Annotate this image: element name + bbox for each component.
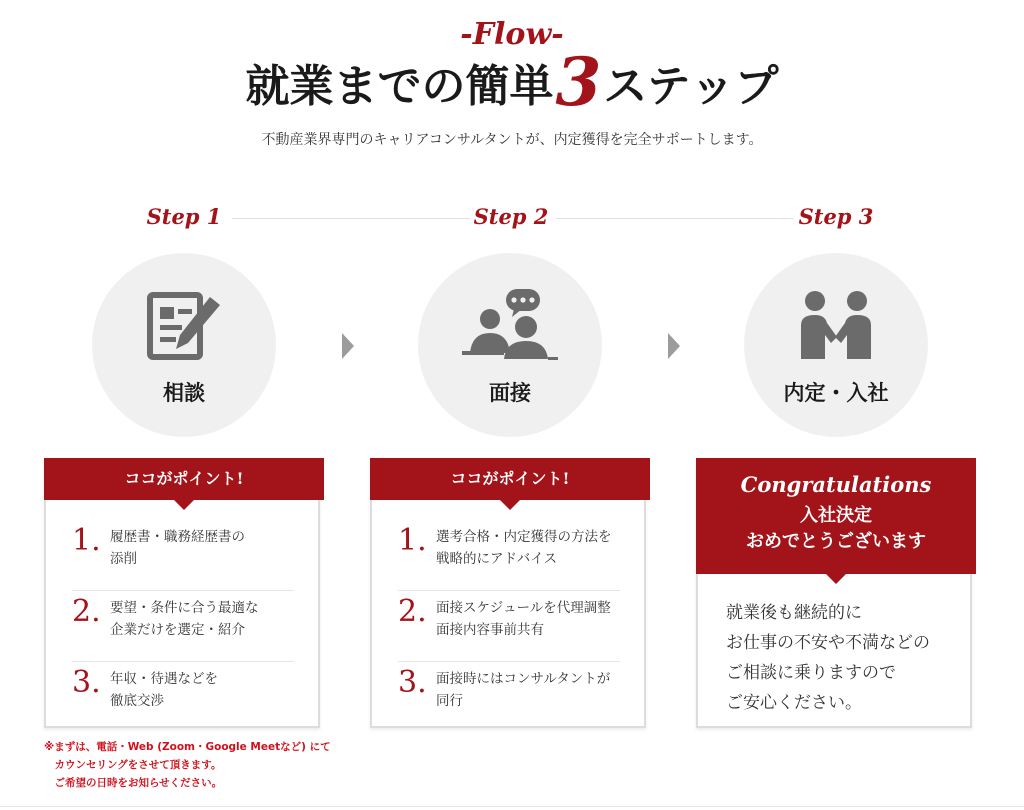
list-item	[398, 662, 620, 732]
congrats-english: Congratulations	[740, 472, 932, 497]
point-number: 1.	[72, 523, 101, 558]
step-arrow-icon	[668, 333, 680, 359]
bottom-divider	[0, 806, 1024, 807]
title-number: 3	[555, 43, 602, 121]
step-3-label: Step 3	[798, 204, 874, 229]
list-item	[398, 520, 620, 591]
point-text: 要望・条件に合う最適な 企業だけを選定・紹介	[110, 600, 259, 638]
point-number: 2.	[72, 594, 101, 629]
title-before: 就業までの簡単	[245, 61, 554, 112]
point-number: 3.	[72, 665, 101, 700]
step-1-points	[72, 520, 294, 732]
step-arrow-icon	[342, 333, 354, 359]
congrats-banner	[696, 458, 976, 574]
step-3-circle-label: 内定・入社	[783, 380, 889, 405]
step-3-card	[696, 458, 972, 728]
counseling-note: ※まずは、電話・Web (Zoom・Google Meetなど) にて カウンセリングをさせて頂きます。 ご希望の日時をお知らせください。	[44, 741, 331, 789]
title-after: ステップ	[603, 61, 779, 112]
flow-header	[0, 18, 1024, 149]
list-item	[72, 591, 294, 662]
point-number: 1.	[398, 523, 427, 558]
step-connector-line	[232, 218, 470, 219]
step-2-card	[370, 458, 646, 728]
list-item	[72, 662, 294, 732]
step-1-circle-label: 相談	[163, 380, 205, 405]
page-title	[0, 43, 1024, 121]
point-text: 選考合格・内定獲得の方法を 戦略的にアドバイス	[436, 529, 612, 567]
point-number: 2.	[398, 594, 427, 629]
list-item	[72, 520, 294, 591]
interview-people-icon	[462, 289, 558, 365]
point-text: 年収・待遇などを 徹底交渉	[110, 671, 218, 709]
point-text: 面接スケジュールを代理調整 面接内容事前共有	[436, 600, 611, 638]
step-1-circle	[92, 253, 276, 437]
step-1-card-heading: ココがポイント!	[44, 458, 324, 500]
list-item	[398, 591, 620, 662]
step-2-card-heading: ココがポイント!	[370, 458, 650, 500]
page-subtitle: 不動産業界専門のキャリアコンサルタントが、内定獲得を完全サポートします。	[261, 132, 763, 148]
step-2-circle	[418, 253, 602, 437]
point-number: 3.	[398, 665, 427, 700]
step-2-label: Step 2	[473, 204, 549, 229]
step-connector-line	[556, 218, 794, 219]
document-edit-icon	[144, 289, 224, 365]
step-2-circle-label: 面接	[489, 380, 531, 405]
congrats-japanese-line2: おめでとうございます	[746, 531, 926, 552]
step-2-points	[398, 520, 620, 732]
step-1-card	[44, 458, 320, 728]
flow-label: -Flow-	[460, 17, 564, 52]
step-3-circle	[744, 253, 928, 437]
after-hire-message: 就業後も継続的に お仕事の不安や不満などの ご相談に乗りますので ご安心ください。	[726, 603, 930, 713]
congrats-japanese-line1: 入社決定	[800, 505, 872, 526]
point-text: 履歴書・職務経歴書の 添削	[110, 529, 245, 567]
step-1-label: Step 1	[146, 204, 222, 229]
handshake-icon	[791, 289, 881, 365]
point-text: 面接時にはコンサルタントが 同行	[436, 671, 611, 709]
